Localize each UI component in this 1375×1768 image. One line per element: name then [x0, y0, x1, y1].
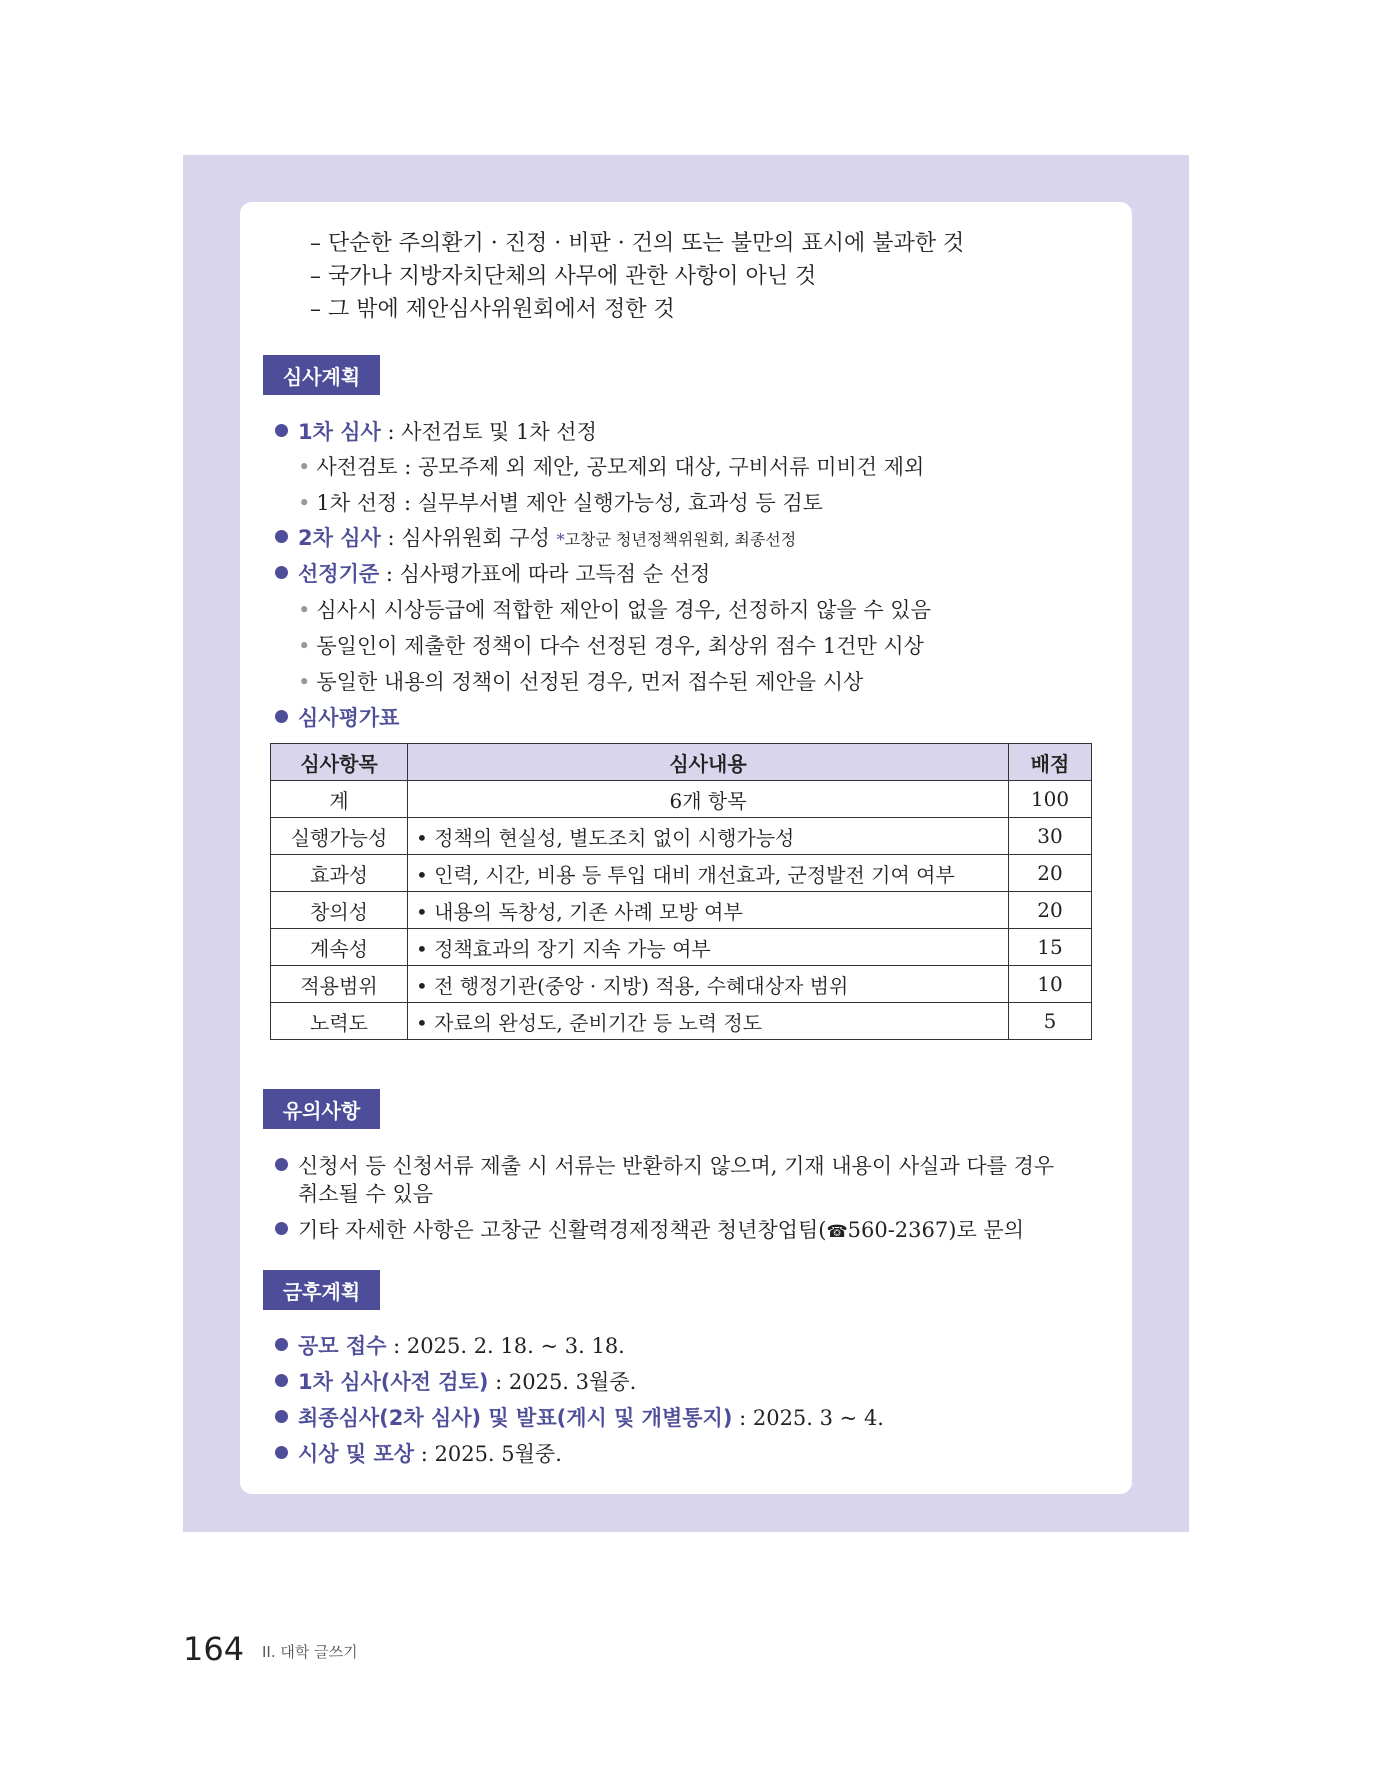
- table-cell: 적용범위: [271, 966, 408, 1003]
- bullet-dot-icon: [275, 710, 288, 723]
- future-text: : 2025. 5월중.: [414, 1442, 562, 1466]
- review-first-text: : 사전검토 및 1차 선정: [380, 420, 597, 444]
- bullet-dot-icon: [275, 530, 288, 543]
- intro-line: – 그 밖에 제안심사위원회에서 정한 것: [310, 297, 675, 322]
- future-key: 1차 심사(사전 검토): [298, 1370, 489, 1394]
- table-cell: • 전 행정기관(중앙 · 지방) 적용, 수혜대상자 범위: [408, 966, 1009, 1003]
- bullet-dot-icon: [275, 1158, 288, 1171]
- phone-number: 560-2367: [847, 1218, 949, 1242]
- sub-text: 동일인이 제출한 정책이 다수 선정된 경우, 최상위 점수 1건만 시상: [316, 634, 924, 658]
- bullet-dot-icon: [275, 566, 288, 579]
- table-header: 심사항목: [271, 744, 408, 781]
- caution-text: 신청서 등 신청서류 제출 시 서류는 반환하지 않으며, 기재 내용이 사실과 다를 경우: [298, 1154, 1055, 1178]
- table-row: [271, 818, 1092, 855]
- table-row: [271, 855, 1092, 892]
- table-cell: 5: [1009, 1003, 1092, 1040]
- bullet-dot-icon: [275, 1222, 288, 1235]
- caution-row: [275, 1214, 1024, 1244]
- bullet-dot-icon: [275, 1338, 288, 1351]
- table-cell: 20: [1009, 892, 1092, 929]
- criteria-sub: • 동일인이 제출한 정책이 다수 선정된 경우, 최상위 점수 1건만 시상: [298, 634, 924, 658]
- future-text: : 2025. 2. 18. ~ 3. 18.: [386, 1334, 625, 1358]
- future-row: [275, 1402, 884, 1432]
- table-row: [271, 929, 1092, 966]
- chapter-label: II. 대학 글쓰기: [262, 1643, 358, 1661]
- table-row: [271, 892, 1092, 929]
- table-cell: • 내용의 독창성, 기존 사례 모방 여부: [408, 892, 1009, 929]
- table-header: 심사내용: [408, 744, 1009, 781]
- table-header-row: [271, 744, 1092, 781]
- future-text: : 2025. 3월중.: [488, 1370, 637, 1394]
- asterisk-icon: *: [556, 530, 565, 549]
- review-second-row: [275, 522, 796, 552]
- section-tag-future-plan: 금후계획: [263, 1270, 380, 1310]
- bullet-dot-icon: [275, 1410, 288, 1423]
- table-header: 배점: [1009, 744, 1092, 781]
- caution-text: )로 문의: [948, 1218, 1024, 1242]
- table-cell: 30: [1009, 818, 1092, 855]
- criteria-sub: • 동일한 내용의 정책이 선정된 경우, 먼저 접수된 제안을 시상: [298, 670, 864, 694]
- sub-text: 심사시 시상등급에 적합한 제안이 없을 경우, 선정하지 않을 수 있음: [316, 598, 931, 622]
- bullet-dot-icon: [275, 1374, 288, 1387]
- review-first-row: [275, 416, 597, 446]
- future-row: [275, 1438, 562, 1468]
- future-key: 시상 및 포상: [298, 1442, 415, 1466]
- table-cell: 계속성: [271, 929, 408, 966]
- table-row: [271, 1003, 1092, 1040]
- table-cell: 10: [1009, 966, 1092, 1003]
- criteria-row: [275, 558, 710, 588]
- sub-text: 동일한 내용의 정책이 선정된 경우, 먼저 접수된 제안을 시상: [316, 670, 864, 694]
- review-second-text: : 심사위원회 구성: [380, 526, 557, 550]
- page-number: 164: [183, 1630, 245, 1668]
- table-cell: 실행가능성: [271, 818, 408, 855]
- future-key: 공모 접수: [298, 1334, 387, 1358]
- table-cell: • 정책의 현실성, 별도조치 없이 시행가능성: [408, 818, 1009, 855]
- intro-line: – 단순한 주의환기 · 진정 · 비판 · 건의 또는 불만의 표시에 불과한 것: [310, 231, 965, 256]
- table-cell: • 정책효과의 장기 지속 가능 여부: [408, 929, 1009, 966]
- table-cell: 계: [271, 781, 408, 818]
- future-row: [275, 1330, 625, 1360]
- caution-row: [275, 1150, 1054, 1180]
- sub-text: 1차 선정 : 실무부서별 제안 실행가능성, 효과성 등 검토: [316, 491, 823, 515]
- future-row: [275, 1366, 636, 1396]
- table-cell: 15: [1009, 929, 1092, 966]
- table-cell: 노력도: [271, 1003, 408, 1040]
- review-second-key: 2차 심사: [298, 526, 381, 550]
- criteria-sub: • 심사시 시상등급에 적합한 제안이 없을 경우, 선정하지 않을 수 있음: [298, 598, 931, 622]
- evaluation-table: [270, 743, 1092, 1040]
- section-tag-review-plan: 심사계획: [263, 355, 380, 395]
- table-cell: 6개 항목: [408, 781, 1009, 818]
- table-cell: 창의성: [271, 892, 408, 929]
- section-tag-caution: 유의사항: [263, 1089, 380, 1129]
- criteria-text: : 심사평가표에 따라 고득점 순 선정: [379, 562, 711, 586]
- criteria-key: 선정기준: [298, 562, 380, 586]
- table-cell: 100: [1009, 781, 1092, 818]
- table-title-row: [275, 702, 399, 732]
- table-cell: 20: [1009, 855, 1092, 892]
- future-key: 최종심사(2차 심사) 및 발표(게시 및 개별통지): [298, 1406, 733, 1430]
- table-cell: • 자료의 완성도, 준비기간 등 노력 정도: [408, 1003, 1009, 1040]
- future-text: : 2025. 3 ~ 4.: [732, 1406, 884, 1430]
- table-cell: • 인력, 시간, 비용 등 투입 대비 개선효과, 군정발전 기여 여부: [408, 855, 1009, 892]
- table-cell: 효과성: [271, 855, 408, 892]
- table-row: [271, 966, 1092, 1003]
- sub-text: 사전검토 : 공모주제 외 제안, 공모제외 대상, 구비서류 미비건 제외: [316, 455, 925, 479]
- phone-icon: ☎: [826, 1222, 848, 1242]
- review-first-sub: • 1차 선정 : 실무부서별 제안 실행가능성, 효과성 등 검토: [298, 491, 823, 515]
- review-first-sub: • 사전검토 : 공모주제 외 제안, 공모제외 대상, 구비서류 미비건 제외: [298, 455, 925, 479]
- review-first-key: 1차 심사: [298, 420, 381, 444]
- caution-text: 기타 자세한 사항은 고창군 신활력경제정책관 청년창업팀(: [298, 1218, 827, 1242]
- review-second-note: 고창군 청년정책위원회, 최종선정: [564, 530, 797, 549]
- caution-text-cont: 취소될 수 있음: [298, 1182, 434, 1206]
- intro-line: – 국가나 지방자치단체의 사무에 관한 사항이 아닌 것: [310, 264, 817, 289]
- table-row: [271, 781, 1092, 818]
- table-title: 심사평가표: [298, 706, 400, 730]
- bullet-dot-icon: [275, 424, 288, 437]
- bullet-dot-icon: [275, 1446, 288, 1459]
